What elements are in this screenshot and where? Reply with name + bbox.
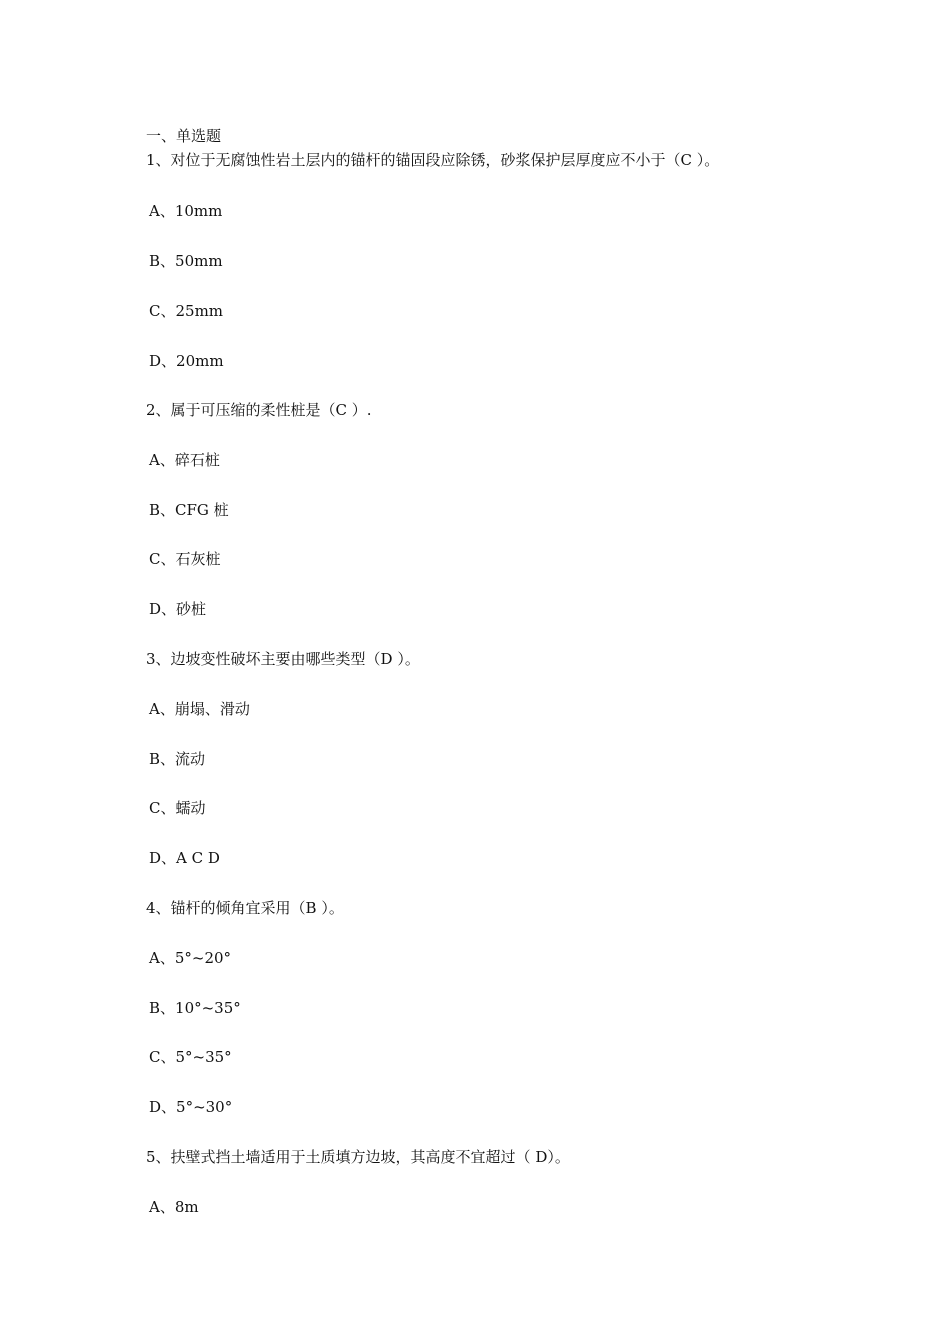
question-5-option-a: A、8m bbox=[149, 1198, 199, 1216]
question-4-option-b: B、10°~35° bbox=[149, 999, 241, 1017]
question-2: 2、属于可压缩的柔性桩是（C ）. bbox=[146, 401, 372, 419]
question-4-option-d: D、5°~30° bbox=[149, 1098, 233, 1116]
question-4: 4、锚杆的倾角宜采用（B ）。 bbox=[146, 899, 344, 917]
question-3-option-c: C、蠕动 bbox=[149, 799, 206, 817]
question-4-option-c: C、5°~35° bbox=[149, 1048, 232, 1066]
question-3-option-b: B、流动 bbox=[149, 750, 206, 768]
section-title: 一、单选题 bbox=[146, 127, 222, 145]
question-2-option-b: B、CFG 桩 bbox=[149, 501, 229, 519]
question-3-option-a: A、崩塌、滑动 bbox=[149, 700, 250, 718]
question-2-option-c: C、石灰桩 bbox=[149, 550, 221, 568]
question-2-option-d: D、砂桩 bbox=[149, 600, 207, 618]
question-1-option-a: A、10mm bbox=[149, 202, 223, 220]
question-1-option-c: C、25mm bbox=[149, 302, 224, 320]
question-3: 3、边坡变性破坏主要由哪些类型（D ）。 bbox=[146, 650, 420, 668]
question-3-option-d: D、A C D bbox=[149, 849, 220, 867]
question-1-option-b: B、50mm bbox=[149, 252, 223, 270]
question-1: 1、对位于无腐蚀性岩土层内的锚杆的锚固段应除锈，砂浆保护层厚度应不小于（C ）。 bbox=[146, 151, 720, 169]
question-5: 5、扶壁式挡土墙适用于土质填方边坡，其高度不宜超过（ D）。 bbox=[146, 1148, 570, 1166]
question-2-option-a: A、碎石桩 bbox=[149, 451, 220, 469]
question-1-option-d: D、20mm bbox=[149, 352, 224, 370]
question-4-option-a: A、5°~20° bbox=[149, 949, 232, 967]
